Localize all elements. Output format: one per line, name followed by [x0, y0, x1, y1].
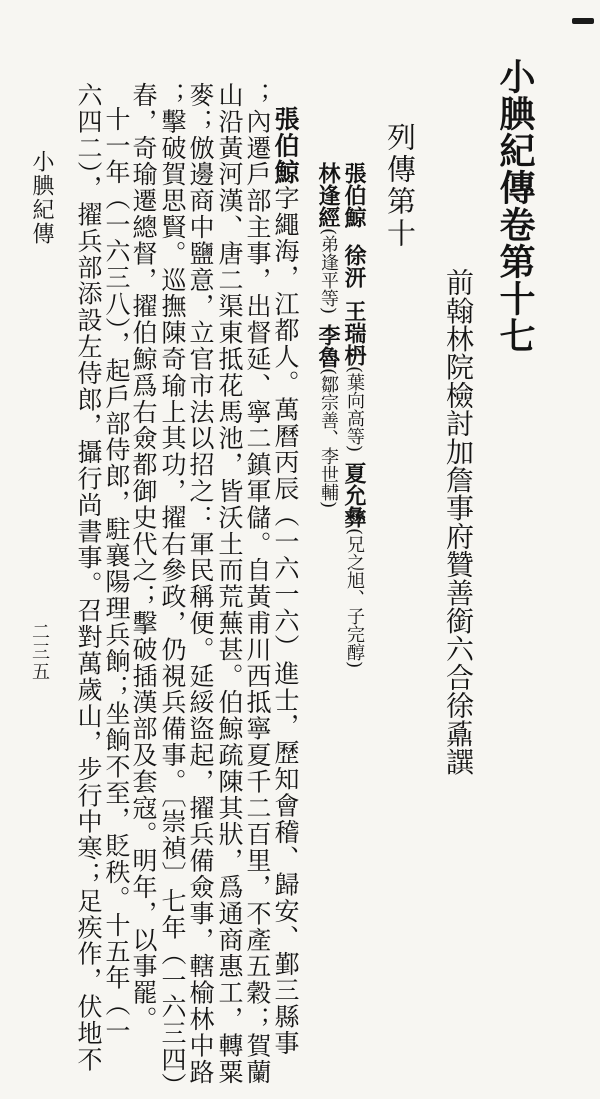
page-edge-mark	[572, 18, 594, 24]
body-column-2: ；內遷戶部主事，出督延、寧二鎮軍儲。自黃甫川西抵寧夏千二百里，不產五穀；賀蘭	[243, 82, 272, 1086]
body-text: 字繩海，江都人。萬曆丙辰（一六一六）進士，歷知會稽、歸安、鄞三縣事	[271, 185, 300, 1057]
body-column-7: 十一年（一六三八），起戶部侍郎，駐襄陽理兵餉；坐餉不至，貶秩。十五年（一	[102, 106, 131, 1044]
body-column-3: 山沿黃河漢、唐二渠東抵花馬池，皆沃土而荒蕪甚。伯鯨疏陳其狀，爲通商惠工，轉粟	[215, 82, 244, 1086]
body-column-8: 六四二），擢兵部添設左侍郎，攝行尚書事。召對萬歲山，步行中寒；足疾作，伏地不	[74, 82, 103, 1073]
roster-line-1	[343, 162, 365, 668]
body-column-5: ；擊破賀思賢。巡撫陳奇瑜上其功，擢右參政，仍視兵備事。〔崇禎〕七年（一六三四）	[158, 82, 187, 1099]
roster-name: 夏允彝	[341, 462, 367, 529]
body-column-6: 春，奇瑜遷總督，擢伯鯨爲右僉都御史代之；擊破插漢部及套寇。明年，以事罷。	[129, 82, 158, 1033]
roster-note: (兄之旭、子完醇)	[344, 528, 365, 669]
biography-subject-name: 張伯鯨	[271, 106, 300, 186]
body-column-1	[273, 106, 298, 1056]
footer-title: 小腆紀傳	[29, 150, 54, 246]
book-title: 小腆紀傳卷第十七	[494, 58, 536, 354]
roster-name: 王瑞枬	[341, 300, 367, 366]
roster-name: 林逢經	[315, 162, 341, 228]
roster-name: 李魯	[315, 324, 341, 369]
page-number: 二三五	[29, 622, 50, 682]
section-heading: 列傳第十	[383, 122, 417, 250]
roster-name: 徐汧	[341, 244, 367, 288]
roster-line-2	[317, 162, 339, 508]
body-column-4: 麥；倣邊商中鹽意，立官市法以招之：軍民稱便。延綏盜起，擢兵備僉事，轄榆林中路	[186, 82, 215, 1086]
roster-note: (葉向高等)	[344, 366, 365, 453]
roster-note: (鄒宗善、李世輔)	[318, 368, 339, 509]
roster-note: (弟逢平等)	[318, 228, 339, 315]
author-line: 前翰林院檢討加詹事府贊善銜六合徐鼒譔	[442, 268, 475, 776]
roster-name: 張伯鯨	[341, 162, 367, 228]
